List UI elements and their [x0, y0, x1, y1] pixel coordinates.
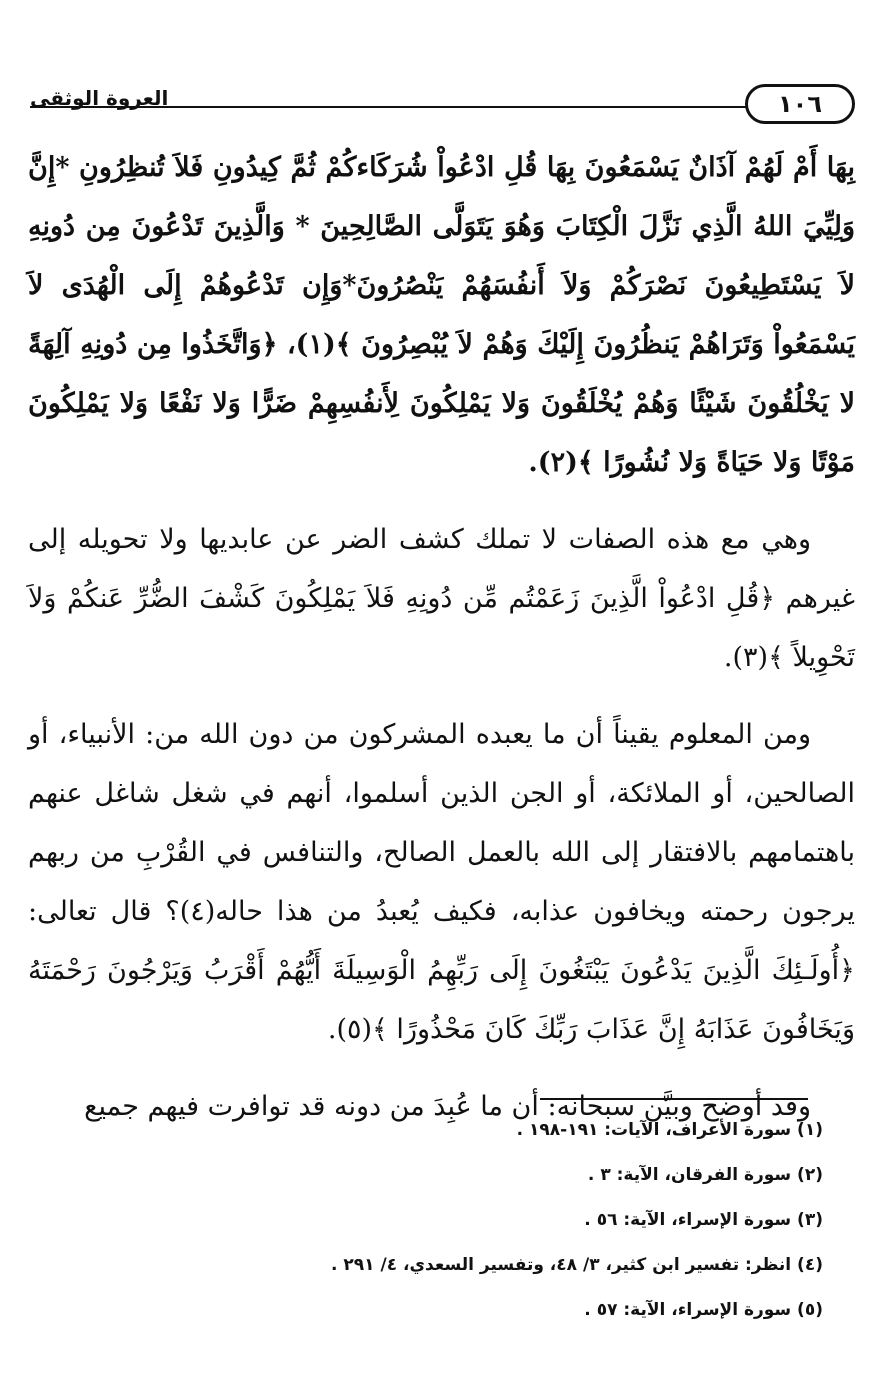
paragraph-3: ومن المعلوم يقيناً أن ما يعبده المشركون من دون الله من: الأنبياء، أو الصالحين، أو الملائكة، أو الجن الذين أسلموا، أنهم في شغل شاغل عنهم باهتمامهم بالافتقار إلى الله بالعمل الصالح، والتنافس في القُرْبِ من ربهم يرجون رحمته ويخافون عذابه، فكيف يُعبدُ من هذا حاله(٤)؟ قال تعالى: ﴿أُولَـئِكَ الَّذِينَ يَدْعُونَ يَبْتَغُونَ إِلَى رَبِّهِمُ الْوَسِيلَةَ أَيُّهُمْ أَقْرَبُ وَيَرْجُونَ رَحْمَتَهُ وَيَخَافُونَ عَذَابَهُ إِنَّ عَذَابَ رَبِّكَ كَانَ مَحْذُورًا ﴾(٥). — [28, 719, 855, 1045]
running-title: العروة الوثقى — [30, 86, 169, 110]
paragraph-2: وهي مع هذه الصفات لا تملك كشف الضر عن عابديها ولا تحويله إلى غيرهم ﴿قُلِ ادْعُواْ الَّذِينَ زَعَمْتُم مِّن دُونِهِ فَلاَ يَمْلِكُونَ كَشْفَ الضُّرِّ عَنكُمْ وَلاَ تَحْوِيلاً ﴾(٣). — [28, 524, 855, 673]
footnote-3: (٣) سورة الإسراء، الآية: ٥٦ . — [584, 1210, 823, 1230]
page-number: ١٠٦ — [745, 84, 855, 124]
footnote-4: (٤) انظر: تفسير ابن كثير، ٣/ ٤٨، وتفسير السعدي، ٤/ ٢٩١ . — [331, 1255, 823, 1275]
paragraph-quran-verses: بِهَا أَمْ لَهُمْ آذَانٌ يَسْمَعُونَ بِهَا قُلِ ادْعُواْ شُرَكَاءكُمْ ثُمَّ كِيدُونِ فَلاَ تُنظِرُونِ *إِنَّ وَلِيِّيَ اللهُ الَّذِي نَزَّلَ الْكِتَابَ وَهُوَ يَتَوَلَّى الصَّالِحِينَ * وَالَّذِينَ تَدْعُونَ مِن دُونِهِ لاَ يَسْتَطِيعُونَ نَصْرَكُمْ وَلاَ أَنفُسَهُمْ يَنْصُرُونَ*وَإِن تَدْعُوهُمْ إِلَى الْهُدَى لاَ يَسْمَعُواْ وَتَرَاهُمْ يَنظُرُونَ إِلَيْكَ وَهُمْ لاَ يُبْصِرُونَ ﴾(١)، ﴿وَاتَّخَذُوا مِن دُونِهِ آلِهَةً لا يَخْلُقُونَ شَيْئًا وَهُمْ يُخْلَقُونَ وَلا يَمْلِكُونَ لِأَنفُسِهِمْ ضَرًّا وَلا نَفْعًا وَلا يَمْلِكُونَ مَوْتًا وَلا حَيَاةً وَلا نُشُورًا ﴾(٢). — [28, 152, 855, 478]
footnote-1: (١) سورة الأعراف، الآيات: ١٩١-١٩٨ . — [516, 1120, 823, 1140]
header-rule — [30, 106, 747, 108]
footnote-separator — [540, 1098, 808, 1100]
main-text — [28, 138, 855, 1154]
footnote-2: (٢) سورة الفرقان، الآية: ٣ . — [587, 1165, 823, 1185]
footnotes — [60, 1108, 823, 1333]
page-header — [30, 78, 855, 128]
paragraph-4: وقد أوضح وبيَّن سبحانه: أن ما عُبِدَ من دونه قد توافرت فيهم جميع — [84, 1091, 811, 1122]
footnote-5: (٥) سورة الإسراء، الآية: ٥٧ . — [584, 1300, 823, 1320]
